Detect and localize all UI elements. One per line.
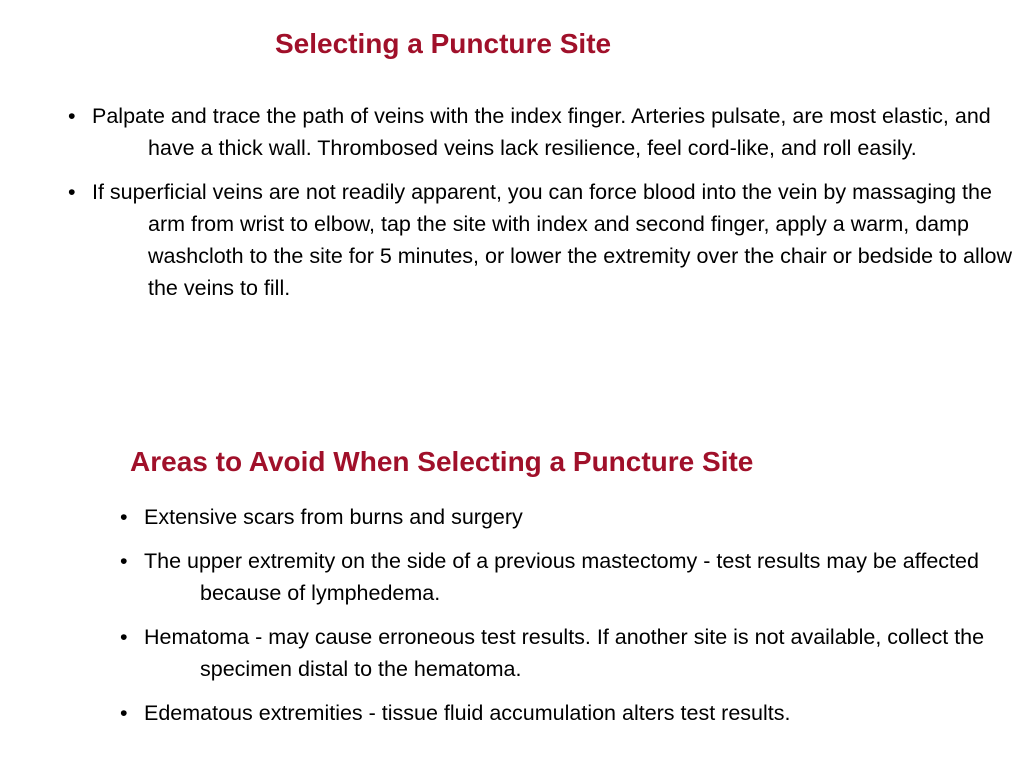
bullet-item — [44, 100, 1019, 164]
bullet-item — [44, 176, 1019, 304]
bullet-text: Palpate and trace the path of veins with the index finger. Arteries pulsate, are most elastic, and have a thick wall. Thrombosed veins lack resilience, feel cord-like, and roll easily. — [92, 104, 991, 160]
section-title-puncture-site: Selecting a Puncture Site — [275, 28, 612, 59]
bullet-text: Hematoma - may cause erroneous test results. If another site is not available, collect the specimen distal to the hematoma. — [144, 625, 985, 681]
bullet-text: If superficial veins are not readily apparent, you can force blood into the vein by massaging the arm from wrist to elbow, tap the site with index and second finger, apply a warm, damp washcloth to the site for 5 minutes, or lower the extremity over the chair or bedside to allow the veins to fill. — [92, 180, 1012, 300]
bullet-dot-icon: • — [120, 625, 128, 649]
bullet-dot-icon: • — [120, 505, 128, 529]
bullet-dot-icon: • — [68, 104, 76, 128]
bullet-list-puncture-site — [44, 100, 1019, 316]
bullet-item — [96, 501, 996, 533]
bullet-dot-icon: • — [68, 180, 76, 204]
bullet-item — [96, 545, 996, 609]
bullet-item — [96, 697, 996, 729]
section-title-areas-to-avoid: Areas to Avoid When Selecting a Puncture Site — [130, 446, 754, 477]
bullet-item — [96, 621, 996, 685]
bullet-text: Edematous extremities - tissue fluid accumulation alters test results. — [144, 701, 791, 725]
bullet-text: Extensive scars from burns and surgery — [144, 505, 523, 529]
bullet-text: The upper extremity on the side of a previous mastectomy - test results may be affected because of lymphedema. — [144, 549, 979, 605]
bullet-list-areas-to-avoid — [96, 501, 996, 741]
bullet-dot-icon: • — [120, 549, 128, 573]
bullet-dot-icon: • — [120, 701, 128, 725]
